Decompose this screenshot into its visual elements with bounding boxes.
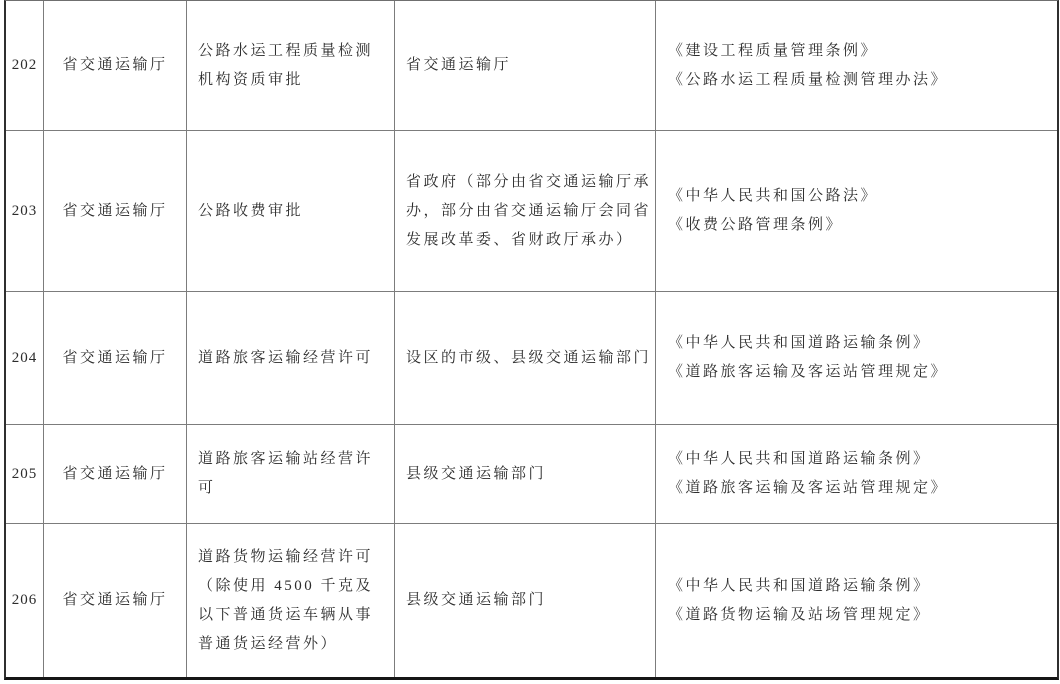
legal-basis-line: 《收费公路管理条例》 bbox=[668, 217, 844, 233]
department-cell: 省交通运输厅 bbox=[44, 292, 187, 425]
item-cell: 道路旅客运输站经营许可 bbox=[187, 425, 395, 524]
legal-basis-cell bbox=[656, 425, 1057, 524]
authority-cell: 县级交通运输部门 bbox=[395, 425, 656, 524]
table-row bbox=[6, 524, 1057, 677]
legal-basis-line: 《道路旅客运输及客运站管理规定》 bbox=[668, 364, 949, 380]
legal-basis-line: 《中华人民共和国道路运输条例》 bbox=[668, 335, 931, 351]
table-row bbox=[6, 1, 1057, 131]
legal-basis-line: 《道路旅客运输及客运站管理规定》 bbox=[668, 480, 949, 496]
legal-basis-line: 《道路货物运输及站场管理规定》 bbox=[668, 606, 931, 623]
row-index-cell: 204 bbox=[6, 292, 44, 425]
permits-table bbox=[4, 0, 1059, 680]
department-cell: 省交通运输厅 bbox=[44, 425, 187, 524]
table-row bbox=[6, 425, 1057, 524]
authority-cell: 设区的市级、县级交通运输部门 bbox=[395, 292, 656, 425]
authority-cell: 省交通运输厅 bbox=[395, 1, 656, 131]
table-row bbox=[6, 131, 1057, 292]
legal-basis-line: 《中华人民共和国道路运输条例》 bbox=[668, 451, 931, 467]
legal-basis-line: 《建设工程质量管理条例》 bbox=[668, 42, 879, 59]
row-index-cell: 202 bbox=[6, 1, 44, 131]
department-cell: 省交通运输厅 bbox=[44, 1, 187, 131]
legal-basis-cell bbox=[656, 524, 1057, 677]
legal-basis-line: 《中华人民共和国公路法》 bbox=[668, 188, 879, 204]
legal-basis-line: 《中华人民共和国道路运输条例》 bbox=[668, 577, 931, 594]
legal-basis-cell bbox=[656, 131, 1057, 292]
item-cell: 道路旅客运输经营许可 bbox=[187, 292, 395, 425]
authority-cell: 省政府（部分由省交通运输厅承办，部分由省交通运输厅会同省发展改革委、省财政厅承办） bbox=[395, 131, 656, 292]
department-cell: 省交通运输厅 bbox=[44, 131, 187, 292]
legal-basis-line: 《公路水运工程质量检测管理办法》 bbox=[668, 71, 949, 88]
legal-basis-cell bbox=[656, 1, 1057, 131]
department-cell: 省交通运输厅 bbox=[44, 524, 187, 677]
legal-basis-cell bbox=[656, 292, 1057, 425]
table-row bbox=[6, 292, 1057, 425]
item-cell: 公路收费审批 bbox=[187, 131, 395, 292]
authority-cell: 县级交通运输部门 bbox=[395, 524, 656, 677]
row-index-cell: 205 bbox=[6, 425, 44, 524]
item-cell: 公路水运工程质量检测机构资质审批 bbox=[187, 1, 395, 131]
row-index-cell: 203 bbox=[6, 131, 44, 292]
item-cell: 道路货物运输经营许可（除使用 4500 千克及以下普通货运车辆从事普通货运经营外） bbox=[187, 524, 395, 677]
row-index-cell: 206 bbox=[6, 524, 44, 677]
